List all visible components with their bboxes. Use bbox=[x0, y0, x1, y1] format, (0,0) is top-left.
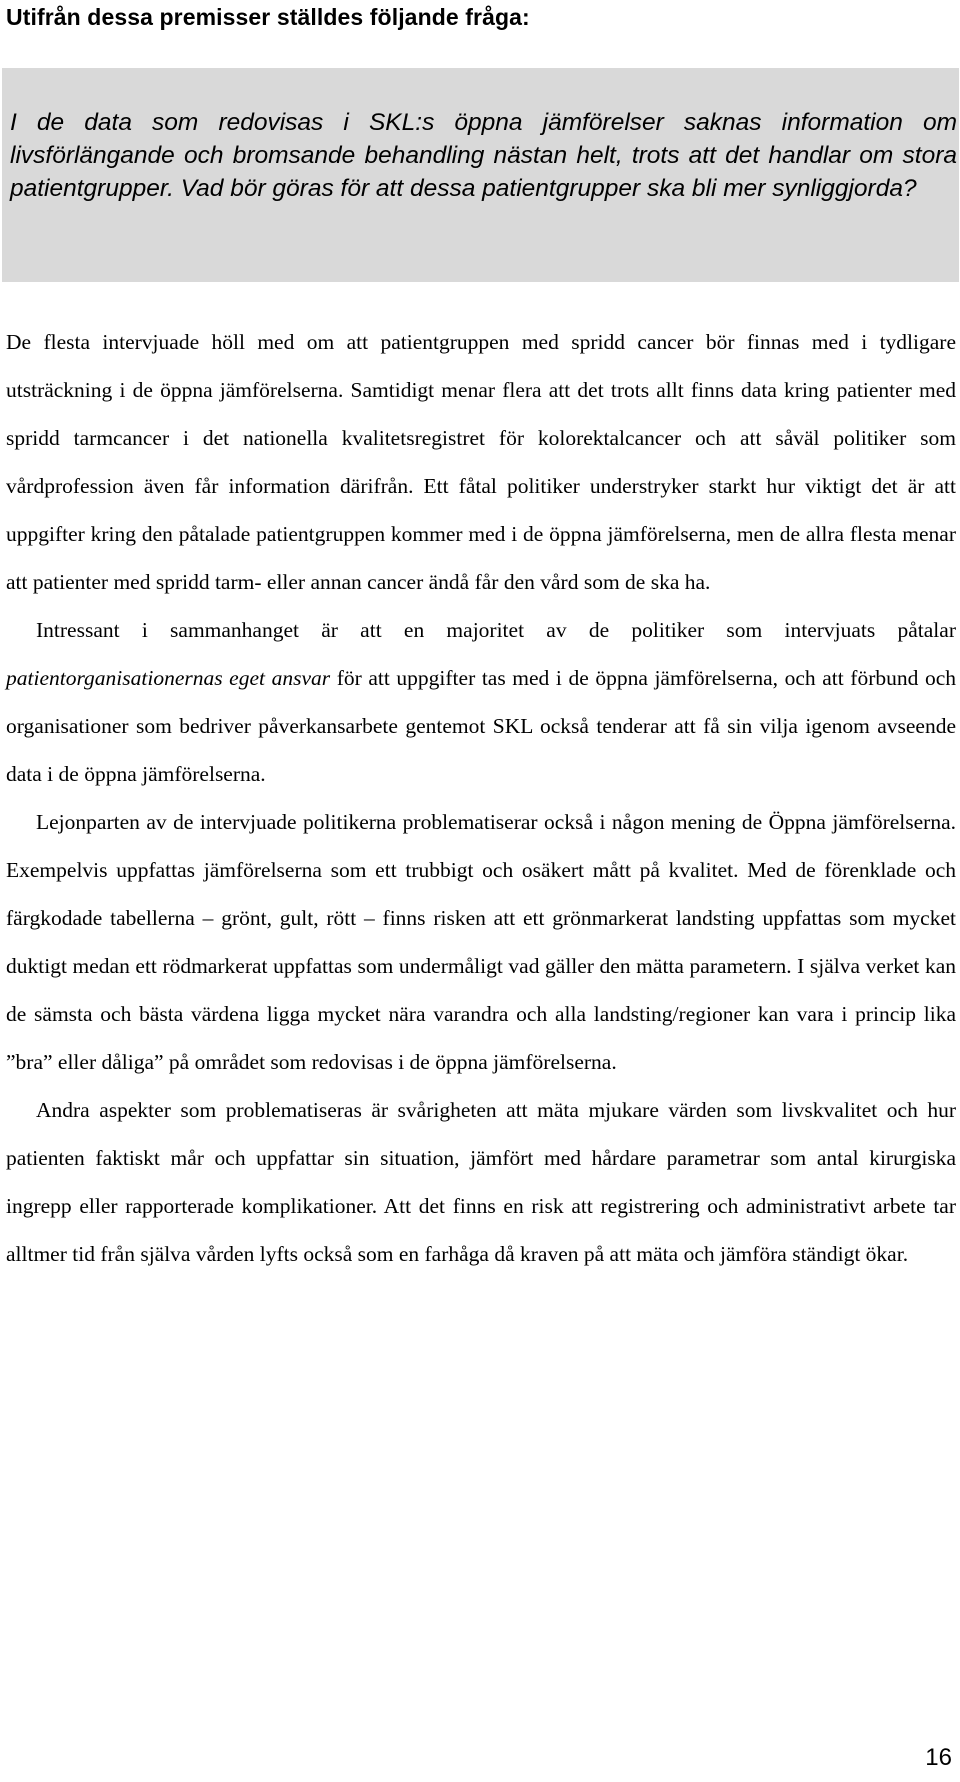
paragraph-2-start: Intressant i sammanhanget är att en majoritet av de politiker som intervjuats påtalar bbox=[36, 618, 956, 642]
body-text bbox=[6, 318, 956, 1278]
paragraph-2 bbox=[6, 606, 956, 798]
paragraph-1: De flesta intervjuade höll med om att patientgruppen med spridd cancer bör finnas med i tydligare utsträckning i de öppna jämförelserna. Samtidigt menar flera att det trots allt finns data kring patienter med spridd tarmcancer i det nationella kvalitetsregistret för kolorektalcancer och att såväl politiker som vårdprofession även får information därifrån. Ett fåtal politiker understryker starkt hur viktigt det är att uppgifter kring den påtalade patientgruppen kommer med i de öppna jämförelserna, men de allra flesta menar att patienter med spridd tarm- eller annan cancer ändå får den vård som de ska ha. bbox=[6, 330, 956, 594]
question-box bbox=[2, 68, 959, 282]
paragraph-3: Lejonparten av de intervjuade politikerna problematiserar också i någon mening de Öppna jämförelserna. Exempelvis uppfattas jämförelserna som ett trubbigt och osäkert mått på kvalitet. Med de förenklade och färgkodade tabellerna – grönt, gult, rött – finns risken att ett grönmarkerat landsting uppfattas som mycket duktigt medan ett rödmarkerat uppfattas som undermåligt vad gäller den mätta parametern. I själva verket kan de sämsta och bästa värdena ligga mycket nära varandra och alla landsting/regioner kan vara i princip lika ”bra” eller dåliga” på området som redovisas i de öppna jämförelserna. bbox=[6, 810, 956, 1074]
question-text: I de data som redovisas i SKL:s öppna jämförelser saknas information om livsförlängande och bromsande behandling nästan helt, trots att det handlar om stora patientgrupper. Vad bör göras för att dessa patientgrupper ska bli mer synliggjorda? bbox=[10, 109, 957, 202]
paragraph-2-end: för att uppgifter tas med i de öppna jämförelserna, och att förbund och organisationer som bedriver påverkansarbete gentemot SKL också tenderar att få sin vilja igenom avseende data i de öppna jämförelserna. bbox=[6, 666, 956, 786]
section-heading: Utifrån dessa premisser ställdes följande fråga: bbox=[6, 4, 530, 30]
page-number: 16 bbox=[925, 1744, 952, 1771]
paragraph-2-emphasis: patientorganisationernas eget ansvar bbox=[6, 666, 331, 690]
paragraph-4: Andra aspekter som problematiseras är svårigheten att mäta mjukare värden som livskvalitet och hur patienten faktiskt mår och uppfattar sin situation, jämfört med hårdare parametrar som antal kirurgiska ingrepp eller rapporterade komplikationer. Att det finns en risk att registrering och administrativt arbete tar alltmer tid från själva vården lyfts också som en farhåga då kraven på att mäta och jämföra ständigt ökar. bbox=[6, 1098, 956, 1266]
